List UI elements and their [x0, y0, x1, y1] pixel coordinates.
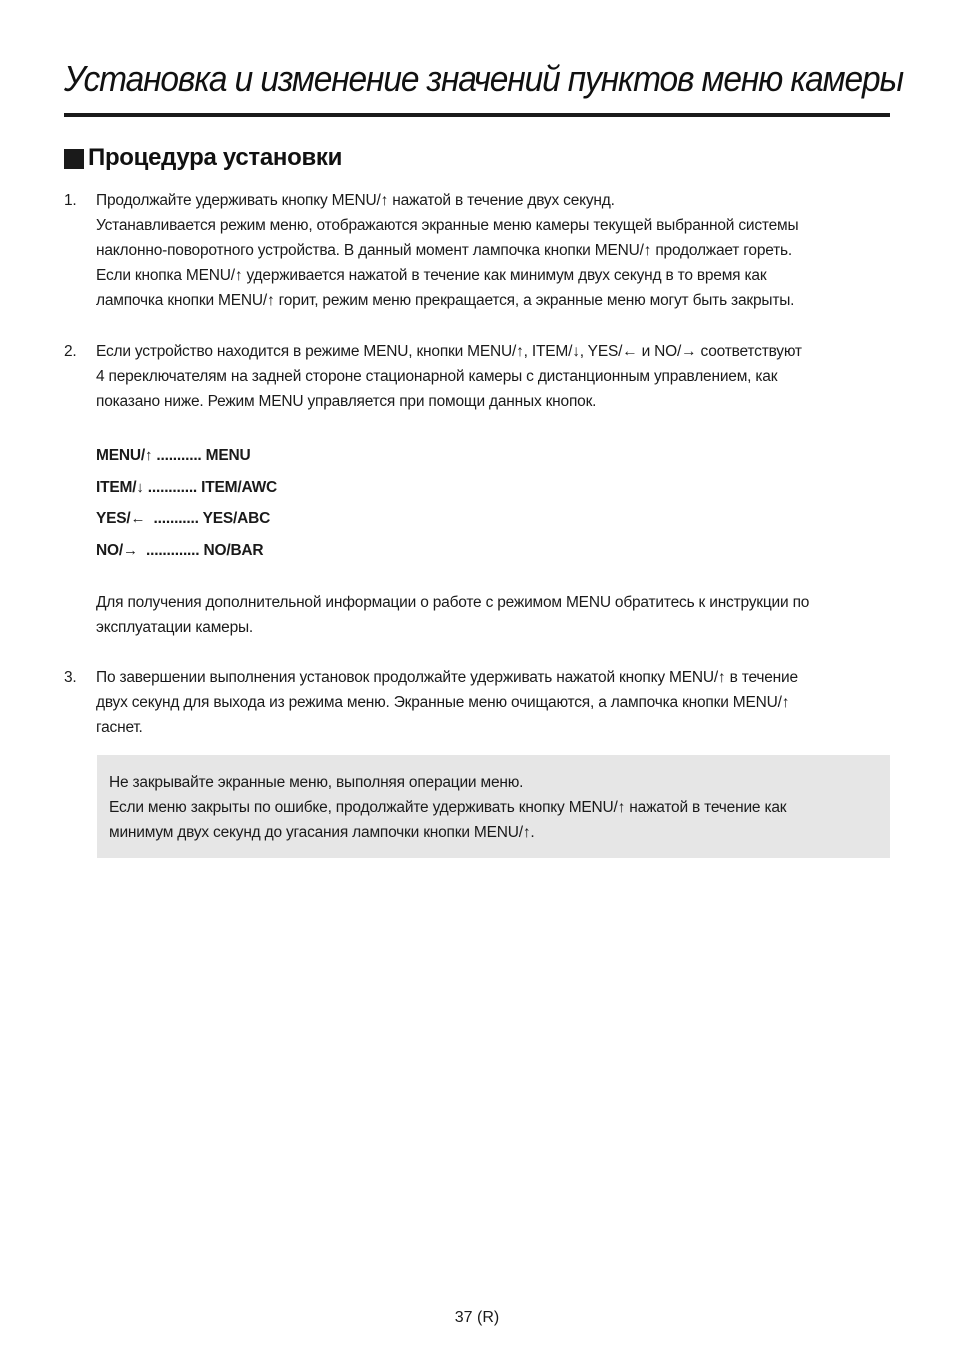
switch-name: MENU [205, 447, 251, 464]
page-title: Установка и изменение значений пунктов меню камеры [64, 58, 903, 99]
step-1 [64, 188, 890, 313]
step-line: показано ниже. Режим MENU управляется при помощи данных кнопок. [96, 393, 597, 410]
button-name: ITEM/ [96, 478, 137, 496]
up-arrow-icon: ↑ [144, 447, 153, 464]
key-mapping-row [96, 539, 277, 571]
step-2 [64, 339, 890, 414]
note-line: Если меню закрыты по ошибке, продолжайте удерживать кнопку MENU/↑ нажатой в течение как [109, 799, 787, 816]
step-line: Если устройство находится в режиме MENU, кнопки MENU/↑, ITEM/↓, YES/← и NO/→ соответствуют [96, 343, 802, 360]
dot-leader: ............. [137, 541, 204, 559]
key-mapping-row [96, 444, 277, 476]
more-info-paragraph [64, 590, 890, 640]
switch-name: YES/ABC [202, 510, 271, 527]
section-title: Процедура установки [88, 144, 343, 171]
button-name: NO/ [96, 541, 123, 559]
title-divider [64, 113, 890, 117]
note-text [109, 770, 786, 845]
step-line: гаснет. [96, 719, 143, 736]
step-line: 4 переключателям на задней стороне стационарной камеры с дистанционным управлением, как [96, 368, 778, 385]
more-info-text [96, 590, 890, 640]
key-mapping-list [96, 444, 277, 570]
square-bullet-icon [64, 149, 84, 169]
left-arrow-icon: ← [130, 510, 146, 527]
button-name: YES/ [96, 510, 131, 527]
right-arrow-icon: → [122, 541, 138, 559]
step-number: 3. [64, 669, 77, 686]
paragraph-line: Для получения дополнительной информации о работе с режимом MENU обратитесь к инструкции по [96, 594, 810, 611]
step-3 [64, 665, 890, 740]
step-line: Устанавливается режим меню, отображаются экранные меню камеры текущей выбранной системы [96, 217, 799, 234]
step-text [96, 339, 890, 414]
key-mapping-row [96, 476, 277, 508]
switch-name: ITEM/AWC [201, 478, 278, 496]
step-line: лампочка кнопки MENU/↑ горит, режим меню прекращается, а экранные меню могут быть закрыты. [96, 292, 795, 309]
step-line: наклонно-поворотного устройства. В данный момент лампочка кнопки MENU/↑ продолжает гореть. [96, 242, 793, 259]
step-line: По завершении выполнения установок продолжайте удерживать нажатой кнопку MENU/↑ в течение [96, 669, 798, 686]
note-line: минимум двух секунд до угасания лампочки кнопки MENU/↑. [109, 824, 535, 841]
switch-name: NO/BAR [203, 541, 264, 559]
dot-leader: ............ [143, 478, 202, 496]
key-mapping-row [96, 507, 277, 539]
down-arrow-icon: ↓ [136, 478, 144, 496]
step-line: Продолжайте удерживать кнопку MENU/↑ нажатой в течение двух секунд. [96, 192, 615, 209]
dot-leader: ........... [152, 447, 206, 464]
step-line: двух секунд для выхода из режима меню. Экранные меню очищаются, а лампочка кнопки MENU/↑ [96, 694, 790, 711]
step-line: Если кнопка MENU/↑ удерживается нажатой в течение как минимум двух секунд в то время как [96, 267, 767, 284]
section-heading [64, 144, 342, 172]
step-number: 2. [64, 343, 77, 360]
step-text [96, 188, 890, 313]
button-name: MENU/ [96, 447, 145, 464]
page-number: 37 (R) [454, 1309, 500, 1326]
dot-leader: ........... [145, 510, 203, 527]
step-text [96, 665, 890, 740]
note-line: Не закрывайте экранные меню, выполняя операции меню. [109, 774, 524, 791]
note-box [97, 755, 890, 858]
paragraph-line: эксплуатации камеры. [96, 619, 254, 636]
step-number: 1. [64, 192, 77, 209]
